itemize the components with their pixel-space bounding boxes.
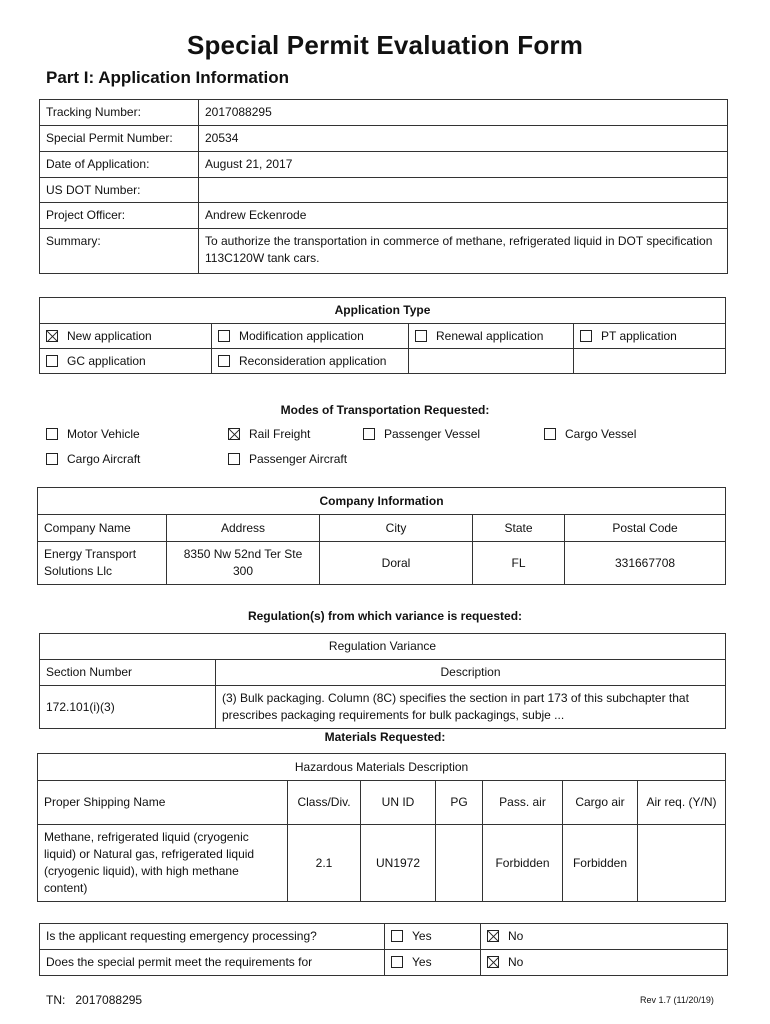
summary-label: Summary:	[40, 229, 199, 274]
checkbox-icon[interactable]	[544, 428, 556, 440]
checkbox-icon[interactable]	[391, 956, 403, 968]
mode-cargo-aircraft-label: Cargo Aircraft	[67, 452, 141, 466]
mode-passenger-aircraft-label: Passenger Aircraft	[249, 452, 348, 466]
application-type-header: Application Type	[40, 298, 726, 324]
project-officer-label: Project Officer:	[40, 203, 199, 229]
checkbox-icon[interactable]	[228, 453, 240, 465]
company-col-state: State	[473, 515, 565, 542]
empty-cell	[409, 349, 574, 374]
checkbox-icon[interactable]	[487, 930, 499, 942]
no-label: No	[508, 955, 524, 969]
company-info-table	[37, 487, 726, 585]
mode-passenger-aircraft[interactable]	[228, 452, 347, 466]
company-city-value: Doral	[320, 542, 473, 585]
checkbox-icon[interactable]	[46, 428, 58, 440]
checkbox-icon[interactable]	[228, 428, 240, 440]
application-type-table	[39, 297, 726, 374]
mode-cargo-aircraft[interactable]	[46, 452, 140, 466]
date-of-application-value: August 21, 2017	[199, 152, 728, 178]
app-type-renewal-label: Renewal application	[436, 328, 544, 343]
regulation-table	[39, 633, 726, 729]
app-type-gc[interactable]	[40, 349, 212, 374]
mode-motor-vehicle-label: Motor Vehicle	[67, 427, 140, 441]
app-type-reconsideration-label: Reconsideration application	[239, 353, 387, 368]
footer-revision: Rev 1.7 (11/20/19)	[640, 995, 714, 1005]
question-requirements-text: Does the special permit meet the requirements for	[40, 950, 385, 976]
mode-cargo-vessel[interactable]	[544, 427, 636, 441]
project-officer-value: Andrew Eckenrode	[199, 203, 728, 229]
no-label: No	[508, 929, 524, 943]
app-type-modification-label: Modification application	[239, 328, 364, 343]
company-name-value: Energy Transport Solutions Llc	[38, 542, 167, 585]
tracking-number-label: Tracking Number:	[40, 100, 199, 126]
mode-rail-freight-label: Rail Freight	[249, 427, 311, 441]
company-address-value: 8350 Nw 52nd Ter Ste 300	[167, 542, 320, 585]
form-title: Special Permit Evaluation Form	[186, 30, 584, 60]
app-type-new[interactable]	[40, 324, 212, 349]
question-emergency-text: Is the applicant requesting emergency processing?	[40, 924, 385, 950]
materials-header: Hazardous Materials Description	[38, 754, 726, 781]
checkbox-icon[interactable]	[363, 428, 375, 440]
materials-pg-value	[436, 825, 483, 902]
materials-caption: Materials Requested:	[324, 730, 446, 744]
company-postal-value: 331667708	[565, 542, 726, 585]
regulation-col-description: Description	[216, 660, 726, 686]
footer-tn-label: TN:	[46, 993, 66, 1007]
question-requirements-no[interactable]	[481, 950, 728, 976]
mode-motor-vehicle[interactable]	[46, 427, 140, 441]
regulation-description-value: (3) Bulk packaging. Column (8C) specifies the section in part 173 of this subchapter that prescribes packaging requirements for bulk packagings, subje ...	[216, 686, 726, 729]
materials-cargo-air-value: Forbidden	[563, 825, 638, 902]
app-type-renewal[interactable]	[409, 324, 574, 349]
mode-passenger-vessel-label: Passenger Vessel	[384, 427, 481, 441]
tracking-number-value: 2017088295	[199, 100, 728, 126]
app-type-reconsideration[interactable]	[212, 349, 409, 374]
materials-col-pass-air: Pass. air	[483, 781, 563, 825]
checkbox-icon[interactable]	[46, 453, 58, 465]
materials-shipping-name-value: Methane, refrigerated liquid (cryogenic liquid) or Natural gas, refrigerated liquid (cryogenic liquid), with high methane content)	[38, 825, 288, 902]
modes-header: Modes of Transportation Requested:	[280, 403, 490, 417]
company-col-postal: Postal Code	[565, 515, 726, 542]
questions-table	[39, 923, 728, 976]
materials-col-air-req: Air req. (Y/N)	[638, 781, 726, 825]
app-type-gc-label: GC application	[67, 353, 146, 368]
checkbox-icon[interactable]	[391, 930, 403, 942]
question-emergency-no[interactable]	[481, 924, 728, 950]
materials-air-req-value	[638, 825, 726, 902]
company-info-header: Company Information	[38, 488, 726, 515]
us-dot-number-value	[199, 178, 728, 203]
yes-label: Yes	[412, 955, 432, 969]
footer-tn-value: 2017088295	[75, 993, 143, 1007]
app-type-pt-label: PT application	[601, 328, 677, 343]
mode-rail-freight[interactable]	[228, 427, 310, 441]
company-state-value: FL	[473, 542, 565, 585]
regulation-section-value: 172.101(i)(3)	[40, 686, 216, 729]
yes-label: Yes	[412, 929, 432, 943]
mode-cargo-vessel-label: Cargo Vessel	[565, 427, 637, 441]
checkbox-icon[interactable]	[580, 330, 592, 342]
company-col-address: Address	[167, 515, 320, 542]
regulation-col-section: Section Number	[40, 660, 216, 686]
us-dot-number-label: US DOT Number:	[40, 178, 199, 203]
materials-pass-air-value: Forbidden	[483, 825, 563, 902]
question-emergency-yes[interactable]	[385, 924, 481, 950]
question-requirements-yes[interactable]	[385, 950, 481, 976]
date-of-application-label: Date of Application:	[40, 152, 199, 178]
checkbox-icon[interactable]	[46, 330, 58, 342]
materials-col-pg: PG	[436, 781, 483, 825]
mode-passenger-vessel[interactable]	[363, 427, 480, 441]
company-col-city: City	[320, 515, 473, 542]
materials-col-un-id: UN ID	[361, 781, 436, 825]
summary-value: To authorize the transportation in commerce of methane, refrigerated liquid in DOT specification 113C120W tank cars.	[199, 229, 728, 274]
checkbox-icon[interactable]	[487, 956, 499, 968]
checkbox-icon[interactable]	[415, 330, 427, 342]
app-type-new-label: New application	[67, 328, 152, 343]
part-title: Part I: Application Information	[46, 68, 290, 87]
checkbox-icon[interactable]	[218, 355, 230, 367]
checkbox-icon[interactable]	[218, 330, 230, 342]
materials-col-shipping-name: Proper Shipping Name	[38, 781, 288, 825]
materials-class-value: 2.1	[288, 825, 361, 902]
materials-col-class: Class/Div.	[288, 781, 361, 825]
regulation-header: Regulation Variance	[40, 634, 726, 660]
app-type-modification[interactable]	[212, 324, 409, 349]
checkbox-icon[interactable]	[46, 355, 58, 367]
empty-cell	[574, 349, 726, 374]
materials-table	[37, 753, 726, 902]
company-col-name: Company Name	[38, 515, 167, 542]
materials-col-cargo-air: Cargo air	[563, 781, 638, 825]
special-permit-number-label: Special Permit Number:	[40, 126, 199, 152]
app-type-pt[interactable]	[574, 324, 726, 349]
special-permit-number-value: 20534	[199, 126, 728, 152]
application-info-table	[39, 99, 728, 274]
footer-tn	[46, 993, 142, 1007]
regulation-caption: Regulation(s) from which variance is requested:	[247, 609, 523, 623]
materials-un-id-value: UN1972	[361, 825, 436, 902]
